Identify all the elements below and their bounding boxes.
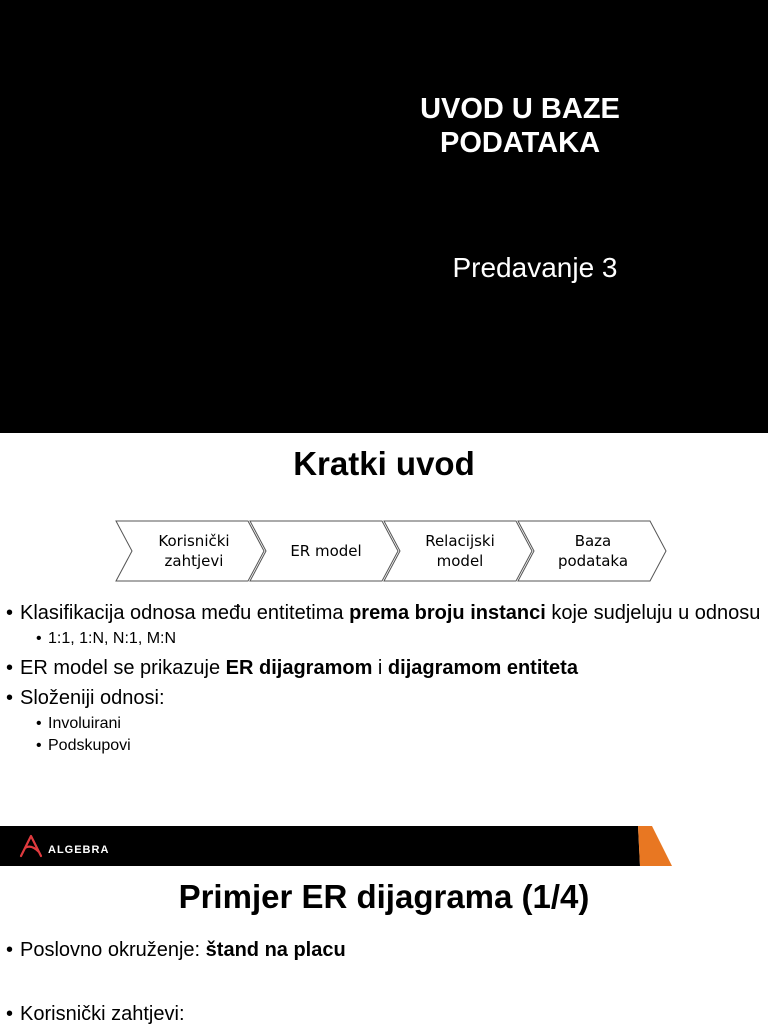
flow-step-1: [136, 519, 252, 583]
bullet-text: ER model se prikazuje: [20, 657, 226, 679]
title-line-1: UVOD U BAZE: [420, 93, 620, 125]
flow-step-3: [402, 519, 518, 583]
slide-title: Kratki uvod: [293, 445, 475, 482]
flow-step-4-line2: podataka: [557, 552, 629, 570]
flow-step-1-line1: Korisnički: [158, 532, 230, 550]
algebra-logo-icon: [18, 833, 44, 859]
bullet-text: Klasifikacija odnosa među entitetima: [20, 602, 350, 624]
bullet-text: i: [372, 657, 388, 679]
flow-step-2: [268, 519, 384, 583]
footer-bar: [0, 826, 768, 866]
flow-step-3-line1: Relacijski: [425, 532, 495, 550]
flow-step-2-line1: ER model: [290, 542, 362, 560]
bullet-classification: [6, 601, 764, 625]
bullet-bold-text: prema broju instanci: [349, 602, 546, 624]
sub-bullet-cardinalities: • 1:1, 1:N, N:1, M:N: [6, 628, 764, 650]
sub-bullet-involuted: • Involuirani: [6, 713, 764, 735]
bullet-bold-text: ER dijagramom: [225, 657, 373, 679]
sub-bullet-subsets: • Podskupovi: [6, 735, 764, 757]
slide-3-title: Primjer ER dijagrama (1/4): [178, 878, 590, 915]
flow-step-1-line2: zahtjevi: [164, 552, 224, 570]
presentation-title: [370, 92, 670, 160]
bullet-business-context: [6, 938, 346, 962]
bullet-er-model: [6, 656, 764, 680]
title-slide: [0, 0, 768, 433]
bullet-text: koje sudjeluju u odnosu: [545, 602, 761, 624]
bullet-list: [6, 601, 764, 757]
bullet-text: Poslovno okruženje:: [20, 939, 206, 961]
bullet-user-requirements: • Korisnički zahtjevi:: [6, 1002, 185, 1024]
title-line-2: PODATAKA: [439, 127, 601, 159]
bullet-complex-relations: • Složeniji odnosi:: [6, 686, 764, 710]
bullet-bold-text: dijagramom entiteta: [387, 657, 578, 679]
brand-name: ALGEBRA: [48, 844, 110, 856]
flow-step-4-line1: Baza: [574, 532, 612, 550]
lecture-subtitle: Predavanje 3: [452, 252, 618, 283]
intro-slide: [0, 433, 768, 826]
flow-step-4: [535, 519, 651, 583]
footer-accent: [638, 826, 672, 866]
flow-step-3-line2: model: [436, 552, 484, 570]
bullet-bold-text: štand na placu: [205, 939, 346, 961]
